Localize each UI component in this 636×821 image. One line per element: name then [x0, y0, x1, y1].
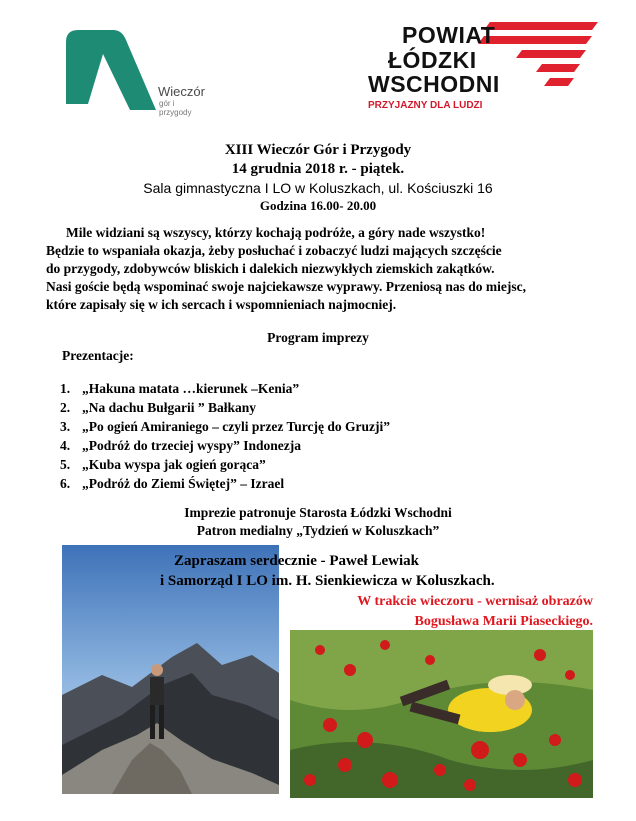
item-number: 5.: [60, 457, 71, 472]
list-item: [60, 455, 390, 474]
vernisage-line-2: Bogusława Marii Piaseckiego.: [414, 614, 593, 629]
invitation-line-1: Zapraszam serdecznie - Paweł Lewiak: [174, 553, 419, 569]
mountain-logo-icon: [58, 24, 163, 114]
intro-line: Mile widziani są wszyscy, którzy kochają podróże, a góry nade wszystko!: [66, 225, 486, 240]
event-header: [0, 141, 636, 215]
list-item: [60, 379, 390, 398]
invitation-block: [160, 551, 540, 591]
intro-line: które zapisały się w ich sercach i wspomnieniach najmocniej.: [46, 297, 397, 312]
powiat-tagline: PRZYJAZNY DLA LUDZI: [368, 100, 483, 111]
item-text: „Hakuna matata …kierunek –Kenia”: [82, 381, 300, 396]
item-text: „Podróż do Ziemi Świętej” – Izrael: [82, 476, 285, 491]
vernisage-block: [290, 592, 593, 632]
presentations-heading: Prezentacje:: [62, 348, 134, 363]
intro-line: Będzie to wspaniała okazja, żeby posłuchać i zobaczyć ludzi mających szczęście: [46, 243, 502, 258]
item-number: 6.: [60, 476, 71, 491]
patronage-line-2: Patron medialny „Tydzień w Koluszkach”: [196, 523, 440, 538]
item-number: 4.: [60, 438, 71, 453]
list-item: [60, 417, 390, 436]
vernisage-line-1: W trakcie wieczoru - wernisaż obrazów: [357, 594, 593, 609]
item-number: 1.: [60, 381, 71, 396]
item-text: „Podróż do trzeciej wyspy” Indonezja: [82, 438, 301, 453]
event-time: Godzina 16.00- 20.00: [259, 198, 377, 213]
presentations-list: [60, 379, 390, 493]
event-venue: Sala gimnastyczna I LO w Koluszkach, ul. Kościuszki 16: [143, 180, 493, 196]
item-text: „Na dachu Bułgarii ” Bałkany: [82, 400, 257, 415]
patronage-line-1: Imprezie patronuje Starosta Łódzki Wschodni: [184, 505, 452, 520]
poppy-field-photo: [290, 630, 593, 798]
list-item: [60, 474, 390, 493]
wieczor-logo-title: Wieczór: [158, 84, 205, 99]
invitation-line-2: i Samorząd I LO im. H. Sienkiewicza w Koluszkach.: [160, 573, 495, 589]
intro-paragraph: [46, 224, 606, 314]
event-date: 14 grudnia 2018 r. - piątek.: [231, 161, 405, 177]
powiat-logo: [360, 14, 600, 114]
list-item: [60, 436, 390, 455]
powiat-line-1: POWIAT: [402, 22, 496, 48]
event-title: XIII Wieczór Gór i Przygody: [224, 142, 412, 158]
patronage-block: [0, 504, 636, 540]
item-text: „Kuba wyspa jak ogień gorąca”: [82, 457, 266, 472]
item-number: 2.: [60, 400, 71, 415]
powiat-line-2: ŁÓDZKI: [388, 47, 477, 73]
wieczor-logo-subtitle: gór i przygody: [159, 99, 192, 117]
program-heading: Program imprezy: [267, 330, 369, 345]
intro-line: Nasi goście będą wspominać swoje najciekawsze wyprawy. Przeniosą nas do miejsc,: [46, 279, 526, 294]
list-item: [60, 398, 390, 417]
poppy-photo-icon: [290, 630, 593, 798]
wieczor-logo: [58, 24, 208, 117]
powiat-line-3: WSCHODNI: [368, 71, 500, 97]
item-text: „Po ogień Amiraniego – czyli przez Turcję do Gruzji”: [82, 419, 390, 434]
item-number: 3.: [60, 419, 71, 434]
intro-line: do przygody, zdobywców bliskich i dalekich niezwykłych ziemskich zakątków.: [46, 261, 495, 276]
